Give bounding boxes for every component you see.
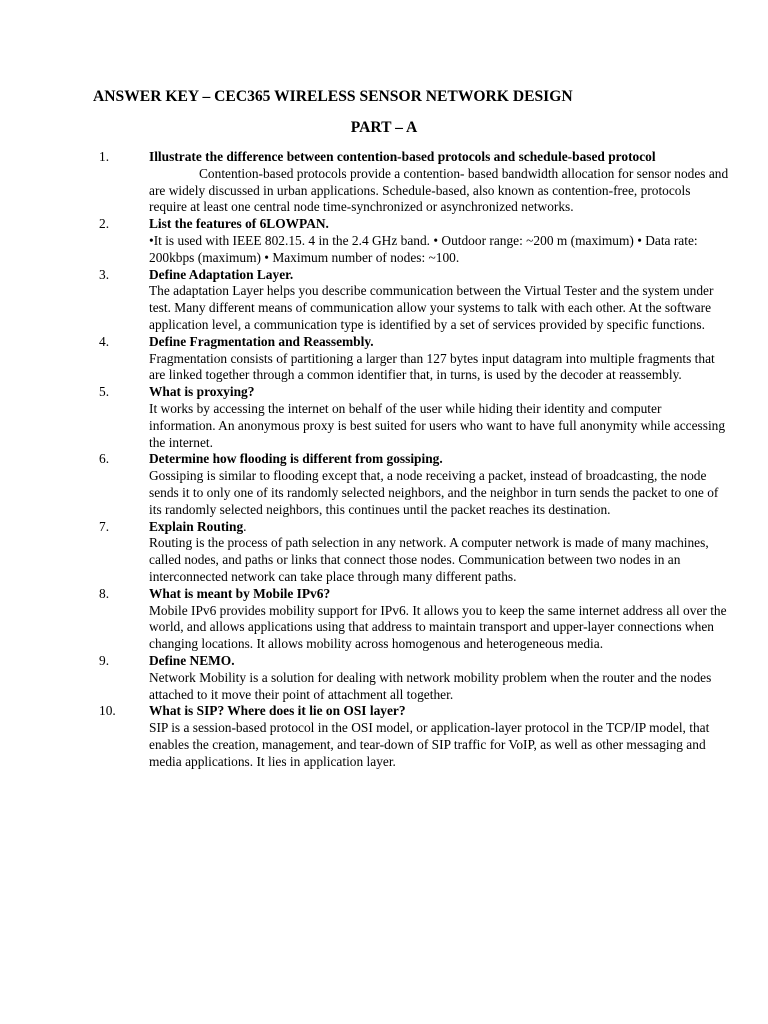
question-suffix: . [243, 518, 247, 534]
question-item-8 [0, 586, 768, 653]
question-list [0, 149, 768, 770]
question-item-10 [0, 703, 768, 770]
question-item-3 [0, 267, 768, 334]
answer-text: •It is used with IEEE 802.15. 4 in the 2.4 GHz band. • Outdoor range: ~200 m (maximum) • Data rate: 200kbps (maximum) • Maximum number of nodes: ~100. [149, 232, 698, 265]
answer-text: It works by accessing the internet on behalf of the user while hiding their identity and computer information. An anonymous proxy is best suited for users who want to have full anonymity while accessing the internet. [149, 400, 726, 450]
question-text: List the features of 6LOWPAN. [149, 216, 329, 232]
question-item-2 [0, 216, 768, 266]
answer-text: SIP is a session-based protocol in the OSI model, or application-layer protocol in the TCP/IP model, that enables the creation, management, and tear-down of SIP traffic for VoIP, as well as other messaging and media applications. It lies in application layer. [149, 720, 710, 769]
question-number: 1. [99, 149, 110, 164]
question-number: 9. [99, 652, 110, 668]
question-text: What is SIP? Where does it lie on OSI layer? [149, 703, 406, 719]
question-number: 6. [99, 451, 110, 467]
answer-text: Network Mobility is a solution for dealing with network mobility problem when the router and the nodes attached to it move their point of attachment all together. [149, 669, 712, 702]
question-number: 8. [99, 585, 110, 601]
answer-text: The adaptation Layer helps you describe communication between the Virtual Tester and the system under test. Many different means of communication allow your systems to talk with each other. At the software application level, a communication type is identified by a set of services provided by specific functions. [149, 283, 714, 332]
question-number: 7. [99, 518, 110, 534]
question-item-7 [0, 519, 768, 586]
question-text: Determine how flooding is different from gossiping. [149, 451, 443, 467]
question-item-9 [0, 653, 768, 703]
question-text: Illustrate the difference between contention-based protocols and schedule-based protocol [149, 149, 656, 164]
question-text: Define NEMO. [149, 652, 235, 668]
question-text: Explain Routing [149, 518, 244, 534]
question-number: 5. [99, 384, 110, 400]
question-text: What is proxying? [149, 384, 255, 400]
document-title: ANSWER KEY – CEC365 WIRELESS SENSOR NETWORK DESIGN [93, 88, 573, 105]
answer-text: Fragmentation consists of partitioning a larger than 127 bytes input datagram into multiple fragments that are linked together through a common identifier that, in turns, is used by the decoder at reassembly. [149, 350, 715, 383]
question-text: Define Adaptation Layer. [149, 266, 294, 282]
question-number: 10. [99, 703, 116, 719]
answer-text: Contention-based protocols provide a contention- based bandwidth allocation for sensor nodes and are widely discussed in urban applications. Schedule-based, also known as contention-free, protocols require at least one central node time-synchronized or asynchronized networks. [149, 165, 729, 215]
question-item-4 [0, 334, 768, 384]
question-item-5 [0, 384, 768, 451]
question-number: 3. [99, 266, 110, 282]
part-heading: PART – A [350, 119, 418, 136]
answer-text: Gossiping is similar to flooding except that, a node receiving a packet, instead of broadcasting, the node sends it to only one of its randomly selected neighbors, and the neighbor in turn sends the packet to one of its randomly selected neighbors, this continues until the packet reaches its destination. [149, 468, 719, 517]
question-item-6 [0, 451, 768, 518]
answer-text: Mobile IPv6 provides mobility support for IPv6. It allows you to keep the same internet address all over the world, and allows applications using that address to maintain transport and upper-layer connections when changing locations. It allows mobility across homogenous and heterogeneous media. [149, 602, 727, 652]
question-text: What is meant by Mobile IPv6? [149, 585, 331, 601]
question-number: 2. [99, 216, 110, 232]
answer-text: Routing is the process of path selection in any network. A computer network is made of many machines, called nodes, and paths or links that connect those nodes. Communication between two nodes in an interconnected network can take place through many different paths. [149, 535, 709, 584]
question-item-1 [0, 149, 768, 216]
question-text: Define Fragmentation and Reassembly. [149, 333, 374, 349]
question-number: 4. [99, 333, 110, 349]
